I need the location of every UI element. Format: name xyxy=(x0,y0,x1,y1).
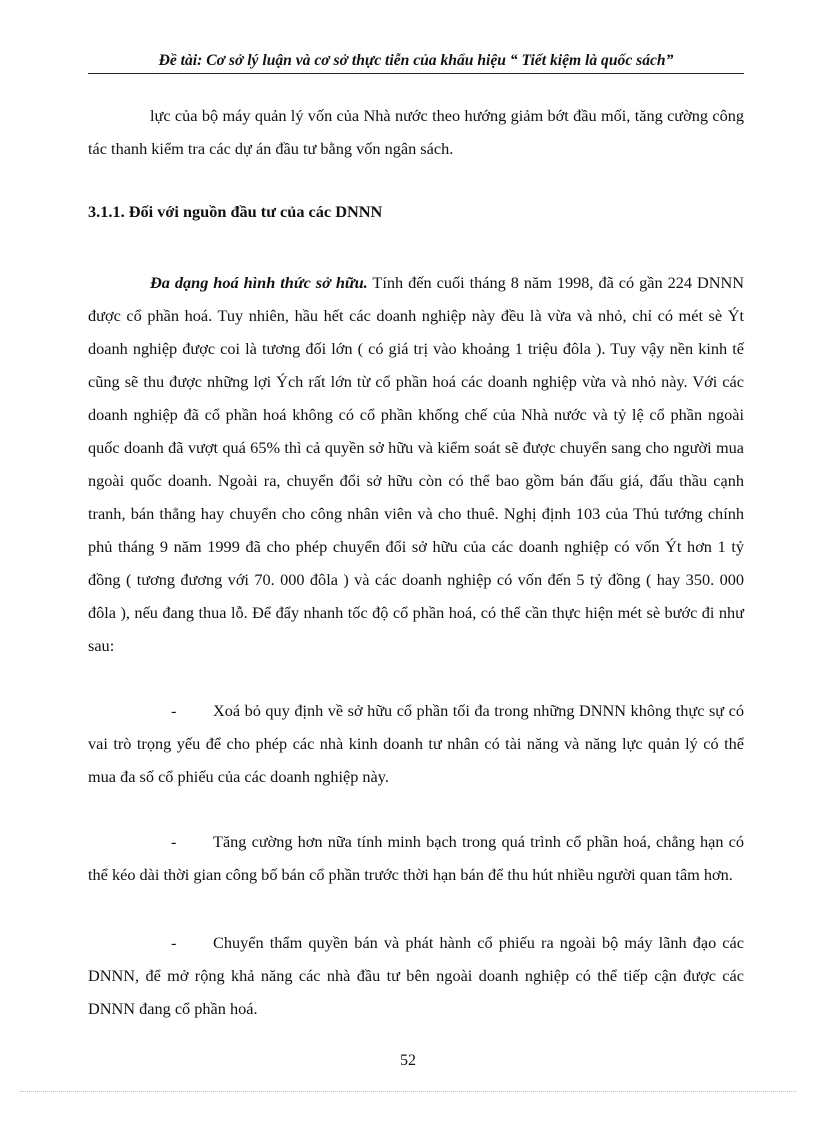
bullet-text: Tăng cường hơn nữa tính minh bạch trong quá trình cổ phần hoá, chẳng hạn có thể kéo dài thời gian công bố bán cổ phần trước thời hạn bán để thu hút nhiều người quan tâm hơn. xyxy=(88,832,744,884)
paragraph-body: Tính đến cuối tháng 8 năm 1998, đã có gần 224 DNNN được cổ phần hoá. Tuy nhiên, hầu hết các doanh nghiệp này đều là vừa và nhỏ, chỉ có mét sè Ýt doanh nghiệp được coi là tương đối lớn ( có giá trị vào khoảng 1 triệu đôla ). Tuy vậy nền kinh tế cũng sẽ thu được những lợi Ých rất lớn từ cổ phần hoá các doanh nghiệp vừa và nhỏ này. Với các doanh nghiệp đã cổ phần hoá không có cổ phần khống chế của Nhà nước và tỷ lệ cổ phần ngoài quốc doanh đã vượt quá 65% thì cả quyền sở hữu và kiểm soát sẽ được chuyển sang cho người mua ngoài quốc doanh. Ngoài ra, chuyển đổi sở hữu còn có thể bao gồm bán đấu giá, đấu thầu cạnh tranh, bán thẳng hay chuyển cho công nhân viên và cho thuê. Nghị định 103 của Thủ tướng chính phủ tháng 9 năm 1999 đã cho phép chuyển đổi sở hữu của các doanh nghiệp có vốn Ýt hơn 1 tỷ đồng ( tương đương với 70. 000 đôla ) và các doanh nghiệp có vốn đến 5 tỷ đồng ( hay 350. 000 đôla ), nếu đang thua lỗ. Để đẩy nhanh tốc độ cổ phần hoá, có thể cần thực hiện mét sè bước đi như sau: xyxy=(88,273,745,655)
bullet-item xyxy=(88,825,744,891)
bullet-marker: - xyxy=(171,701,177,720)
bullet-item xyxy=(88,926,744,1025)
paragraph-continuation: lực của bộ máy quản lý vốn của Nhà nước theo hướng giảm bớt đầu mối, tăng cường công tác thanh kiểm tra các dự án đầu tư bằng vốn ngân sách. xyxy=(88,106,744,158)
bullet-text: Xoá bỏ quy định về sở hữu cổ phần tối đa trong những DNNN không thực sự có vai trò trọng yếu để cho phép các nhà kinh doanh tư nhân có tài năng và năng lực quản lý có thể mua đa số cổ phiếu của các doanh nghiệp này. xyxy=(88,701,744,786)
bullet-marker: - xyxy=(171,832,177,851)
bullet-text: Chuyển thẩm quyền bán và phát hành cổ phiếu ra ngoài bộ máy lãnh đạo các DNNN, để mở rộng khả năng các nhà đầu tư bên ngoài doanh nghiệp có thể tiếp cận được các DNNN đang cổ phần hoá. xyxy=(88,933,744,1018)
section-heading: 3.1.1. Đối với nguồn đầu tư của các DNNN xyxy=(88,202,383,221)
footer-divider xyxy=(20,1091,796,1092)
bullet-marker: - xyxy=(171,933,177,952)
paragraph-lead: Đa dạng hoá hình thức sở hữu. xyxy=(150,273,368,292)
page-number: 52 xyxy=(400,1052,416,1069)
document-header: Đề tài: Cơ sở lý luận và cơ sở thực tiễn của khẩu hiệu “ Tiết kiệm là quốc sách” xyxy=(88,52,744,74)
paragraph-ownership xyxy=(88,266,744,662)
bullet-item xyxy=(88,694,744,793)
